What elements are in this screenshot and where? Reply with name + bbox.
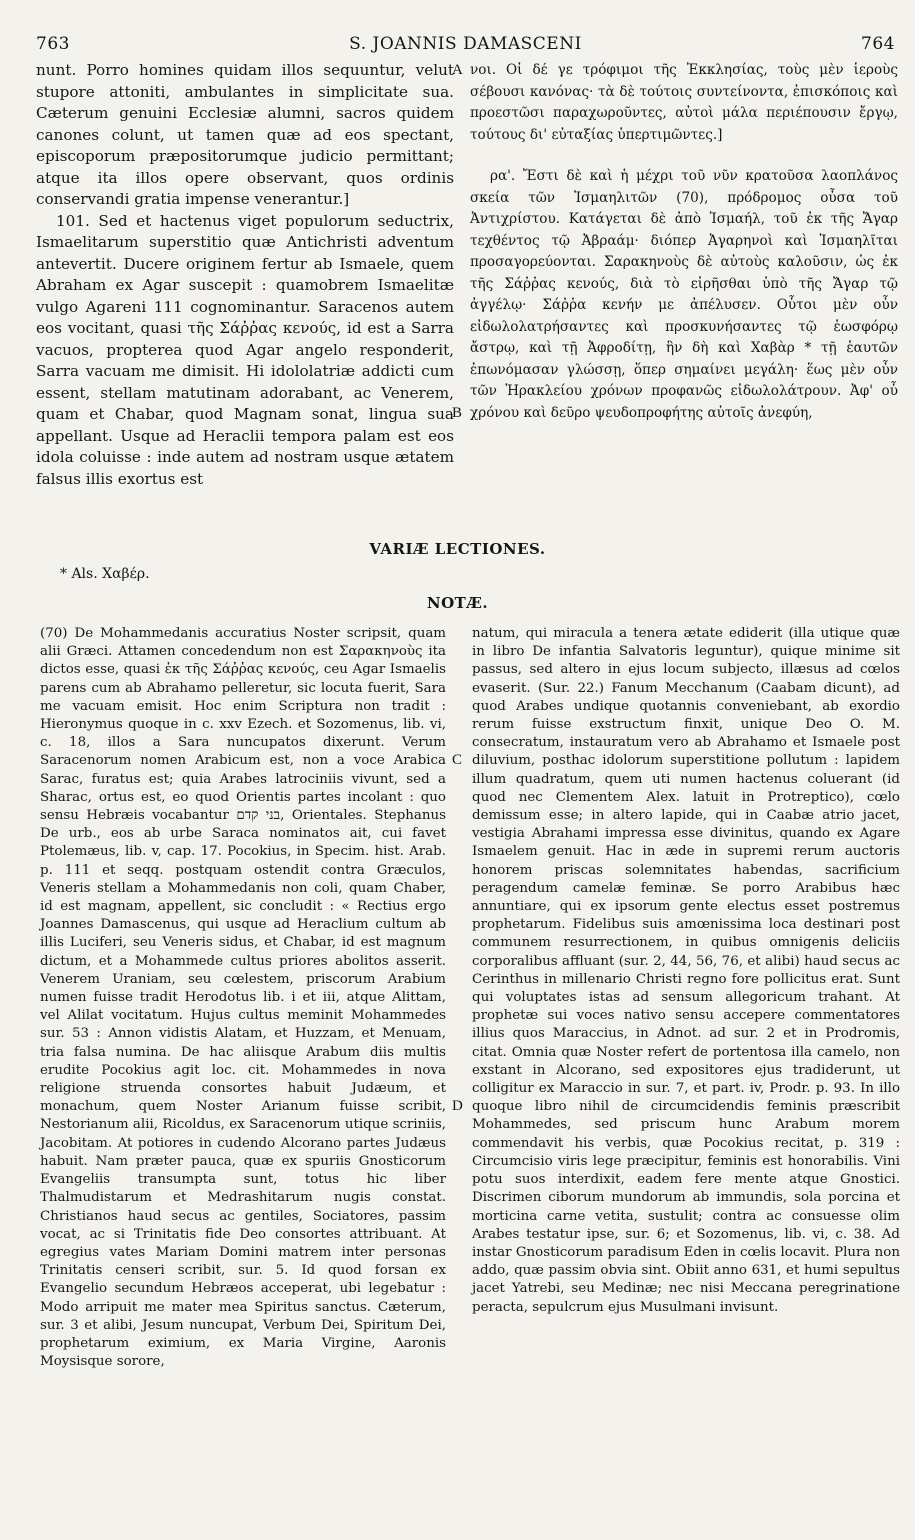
greek-paragraph-1: νοι. Οἱ δέ γε τρόφιμοι τῆς Ἐκκλησίας, τοὺς μὲν ἱεροὺς σέβουσι κανόνας· τὰ δὲ τούτοις συντείνοντα, ἐπισκόποις καὶ προεστῶσι παραχωροῦντες, αὐτοὶ μάλα περιέπουσιν ἔργῳ, τούτους δι' εὐταξίας ὑπερτιμῶντες.]	[470, 62, 898, 143]
latin-paragraph-2: 101. Sed et hactenus viget populorum seductrix, Ismaelitarum superstitio quæ Antichristi adventum antevertit. Ducere originem fertur ab Ismaele, quem Abraham ex Agar suscepit : quamobrem Ismaelitæ vulgo Agareni 111 cognominantur. Saracenos autem eos vocitant, quasi τῆς Σάῤῥας κενούς, id est a Sarra vacuos, propterea quod Agar angelo responderit, Sarra vacuam me dimisit. Hi idololatriæ addicti cum essent, stellam matutinam adorabant, ac Venerem, quam et Chabar, quod Magnam sonat, lingua sua appellant. Usque ad Heraclii tempora palam est eos idola coluisse : inde autem ad nostram usque ætatem falsus illis exortus est	[36, 211, 454, 488]
variant-reading-note: * Als. Χαβέρ.	[60, 566, 150, 582]
notes-left-column	[40, 625, 446, 1371]
margin-letter-a: A	[452, 62, 463, 78]
page-number-right: 764	[861, 34, 895, 54]
page-number-left: 763	[36, 34, 70, 54]
margin-letter-b: B	[452, 405, 463, 421]
note-70-part-2: natum, qui miracula a tenera ætate ediderit (illa utique quæ in libro De infantia Salvatoris leguntur), quique minime sit passus, sed altero in ejus locum subjecto, illæsus ad cœlos evaserit. (Sur. 22.) Fanum Mecchanum (Caabam dicunt), ad quod Arabes undique quotannis conveniebant, ab exordio rerum fuisse exstructum finxit, unique Deo O. M. consecratum, instauratum vero ab Abrahamo et Ismaele post diluvium, posthac idolorum superstitione pollutum : lapidem illum quadratum, quem uti numen hactenus coluerant (id quod nec Clementem Alex. latuit in Protreptico), cœlo demissum esse; in altero lapide, qui in Caabæ atrio jacet, vestigia Abrahami impressa esse divinitus, quando ex Agare Ismaelem genuit. Hac in æde in supremi rerum auctoris honorem priscas solemnitates habendas, sacrificium peragendum camelæ feminæ. Se porro Arabibus hæc annuntiare, qui ex ipsorum gente electus esset postremus prophetarum. Fidelibus suis amœnissima loca destinari post communem resurrectionem, in quibus omnigenis deliciis corporalibus affluant (sur. 2, 44, 56, 76, et alibi) haud secus ac Cerinthus in millenario Christi regno fore pollicitus erat. Sunt qui voluptates istas ad sensum allegoricum trahant. At prophetæ sui voces nativo sensu accepere commentatores illius quos Maraccius, in Adnot. ad sur. 2 et in Prodromis, citat. Omnia quæ Noster refert de portentosa illa camelo, non exstant in Alcorano, sed expositores ejus tradiderunt, ut colligitur ex Maraccio in sur. 7, et part. iv, Prodr. p. 93. In illo quoque libro nihil de circumcidendis feminis præscribit Mohammedes, sed priscum hunc Arabum morem commendavit his verbis, quæ Pocokius recitat, p. 319 : Circumcisio viris lege præcipitur, feminis est honorabilis. Vini potu suos interdixit, eadem fere mente atque Gnostici. Discrimen ciborum mundorum ab immundis, sola porcina et morticina carne vetita, sustulit; contra ac consuesse olim Arabes testatur ipse, sur. 6; et Sozomenus, lib. vi, c. 38. Ad instar Gnosticorum paradisum Eden in cœlis locavit. Plura non addo, quæ passim obvia sint. Obiit anno 631, et humi sepultus jacet Yatrebi, seu Medinæ; nec nisi Meccana peregrinatione peracta, sepulcrum ejus Musulmani invisunt.	[472, 626, 900, 1315]
page-header	[36, 30, 895, 60]
margin-letter-d: D	[452, 1098, 463, 1114]
margin-letter-c: C	[452, 752, 463, 768]
notes-right-column	[472, 625, 900, 1317]
greek-column	[470, 60, 898, 424]
latin-paragraph-1: nunt. Porro homines quidam illos sequuntur, velut stupore attoniti, ambulantes in simplicitate sua. Cæterum genuini Ecclesiæ alumni, sacros quidem canones colunt, ut tamen quæ ad eos spectant, episcoporum præpositorumque judicio permittant; atque ita illos opere observant, quos ordinis conservandi gratia impense venerantur.]	[36, 61, 454, 208]
note-70-part-1: (70) De Mohammedanis accuratius Noster scripsit, quam alii Græci. Attamen concedendum non est Σαρακηνοὺς ita dictos esse, quasi ἐκ τῆς Σάῤῥας κενούς, ceu Agar Ismaelis parens cum ab Abrahamo pelleretur, sic locuta fuerit, Sara me vacuam emisit. Hoc enim Scriptura non tradit : Hieronymus quoque in c. xxv Ezech. et Sozomenus, lib. vi, c. 18, illos a Sara nuncupatos dixerunt. Verum Saracenorum nomen Arabicum est, non a voce Arabica Sarac, furatus est; quia Arabes latrociniis vivunt, sed a Sharac, ortus est, eo quod Orientis partes incolant : quo sensu Hebræis vocabantur בני קדם, Orientales. Stephanus De urb., eos ab urbe Saraca nominatos ait, cui favet Ptolemæus, lib. v, cap. 17. Pocokius, in Specim. hist. Arab. p. 111 et seqq. postquam ostendit contra Græculos, Veneris stellam a Mohammedanis non coli, quam Chaber, id est magnam, appellent, sic concludit : « Rectius ergo Joannes Damascenus, qui usque ad Heraclium cultum ab illis Luciferi, seu Veneris sidus, et Chabar, id est magnum dictum, et a Mohammede cultus priores abolitos asserit. Venerem Uraniam, seu cœlestem, priscorum Arabium numen fuisse tradit Herodotus lib. i et iii, atque Alittam, vel Alilat vocitatum. Hujus cultus meminit Mohammedes sur. 53 : Annon vidistis Alatam, et Huzzam, et Menuam, tria falsa numina. De hac aliisque Arabum diis multis erudite Pocokius agit loc. cit. Mohammedes in nova religione struenda consortes habuit Judæum, et monachum, quem Noster Arianum fuisse scribit, Nestorianum alii, Ricoldus, ex Saracenorum utique scriniis, Jacobitam. At potiores in cudendo Alcorano partes Judæus habuit. Nam præter pauca, quæ ex spuriis Gnosticorum Evangeliis transumpta sunt, totus hic liber Thalmudistarum et Medrashitarum nugis constat. Christianos haud secus ac gentiles, Sociatores, passim vocat, ac si Trinitatis fide Deo consortes attribuant. At egregius vates Mariam Domini matrem inter personas Trinitatis censeri scribit, sur. 5. Id quod forsan ex Evangelio secundum Hebræos acceperat, ubi legebatur : Modo arripuit me mater mea Spiritus sanctus. Cæterum, sur. 3 et alibi, Jesum nuncupat, Verbum Dei, Spiritum Dei, prophetarum eximium, ex Maria Virgine, Aaronis Moysisque sorore,	[40, 626, 446, 1370]
variae-lectiones-heading: VARIÆ LECTIONES.	[369, 540, 546, 558]
greek-paragraph-2: ρα'. Ἔστι δὲ καὶ ἡ μέχρι τοῦ νῦν κρατοῦσα λαοπλάνος σκεία τῶν Ἰσμαηλιτῶν (70), πρόδρομος οὖσα τοῦ Ἀντιχρίστου. Κατάγεται δὲ ἀπὸ Ἰσμαήλ, τοῦ ἐκ τῆς Ἄγαρ τεχθέντος τῷ Ἀβραάμ· διόπερ Ἀγαρηνοὶ καὶ Ἰσμαηλῖται προσαγορεύονται. Σαρακηνοὺς δὲ αὐτοὺς καλοῦσιν, ὡς ἐκ τῆς Σάῤῥας κενούς, διὰ τὸ εἰρῆσθαι ὑπὸ τῆς Ἄγαρ τῷ ἀγγέλῳ· Σάῤῥα κενήν με ἀπέλυσεν. Οὗτοι μὲν οὖν εἰδωλολατρήσαντες καὶ προσκυνήσαντες τῷ ἑωσφόρῳ ἄστρῳ, καὶ τῇ Ἀφροδίτῃ, ἣν δὴ καὶ Χαβὰρ * τῇ ἑαυτῶν ἐπωνόμασαν γλώσσῃ, ὅπερ σημαίνει μεγάλη· ἕως μὲν οὖν τῶν Ἡρακλείου χρόνων προφανῶς εἰδωλολάτρουν. Ἀφ' οὗ χρόνου καὶ δεῦρο ψευδοπροφήτης αὐτοῖς ἀνεφύη,	[470, 168, 898, 421]
running-title: S. JOANNIS DAMASCENI	[349, 34, 582, 54]
latin-column	[36, 60, 454, 490]
notae-heading: NOTÆ.	[426, 594, 489, 612]
